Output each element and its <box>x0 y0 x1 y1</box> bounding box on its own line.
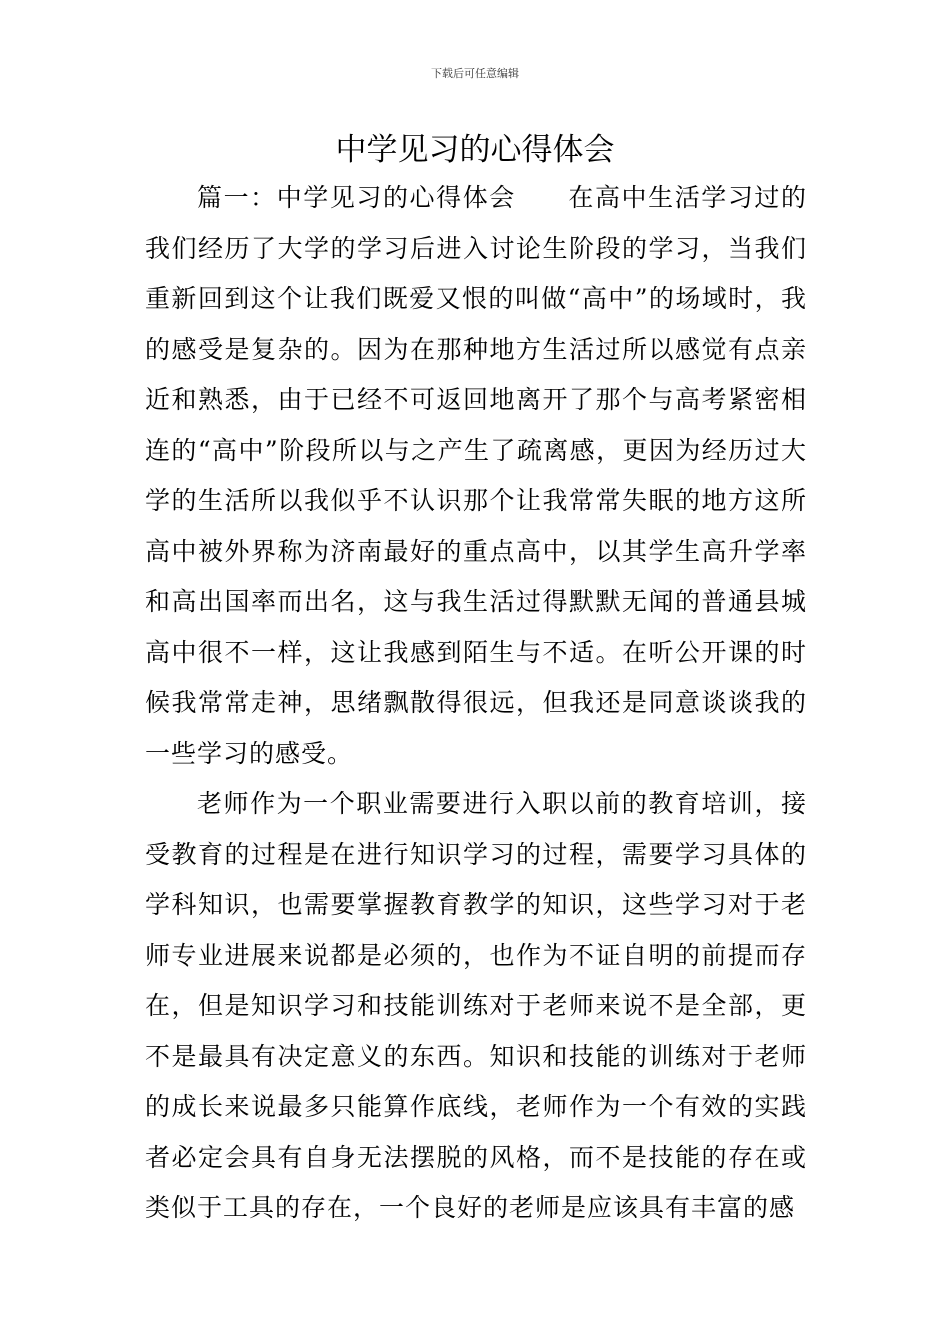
document-title: 中学见习的心得体会 <box>335 132 615 168</box>
paragraph-1-text: 在高中生活学习过的我们经历了大学的学习后进入讨论生阶段的学习，当我们重新回到这个让我们既爱又恨的叫做“高中”的场域时，我的感受是复杂的。因为在那种地方生活过所以感觉有点亲近和熟悉，由于已经不可返回地离开了那个与高考紧密相连的“高中”阶段所以与之产生了疏离感，更因为经历过大学的生活所以我似乎不认识那个让我常常失眠的地方这所高中被外界称为济南最好的重点高中，以其学生高升学率和高出国率而出名，这与我生活过得默默无闻的普通县城高中很不一样，这让我感到陌生与不适。在听公开课的时候我常常走神，思绪飘散得很远，但我还是同意谈谈我的一些学习的感受。 <box>145 183 807 768</box>
paragraph-1-lead: 篇一：中学见习的心得体会 <box>197 183 516 212</box>
paragraph-2-text: 老师作为一个职业需要进行入职以前的教育培训，接受教育的过程是在进行知识学习的过程，需要学习具体的学科知识，也需要掌握教育教学的知识，这些学习对于老师专业进展来说都是必须的，也作为不证自明的前提而存在，但是知识学习和技能训练对于老师来说不是全部，更不是最具有决定意义的东西。知识和技能的训练对于老师的成长来说最多只能算作底线，老师作为一个有效的实践者必定会具有自身无法摆脱的风格，而不是技能的存在或类似于工具的存在，一个良好的老师是应该具有丰富的感 <box>145 789 807 1222</box>
paragraph-2 <box>145 779 807 1234</box>
header-note: 下载后可任意编辑 <box>431 67 519 80</box>
paragraph-1 <box>145 173 807 779</box>
document-body <box>145 173 807 1234</box>
